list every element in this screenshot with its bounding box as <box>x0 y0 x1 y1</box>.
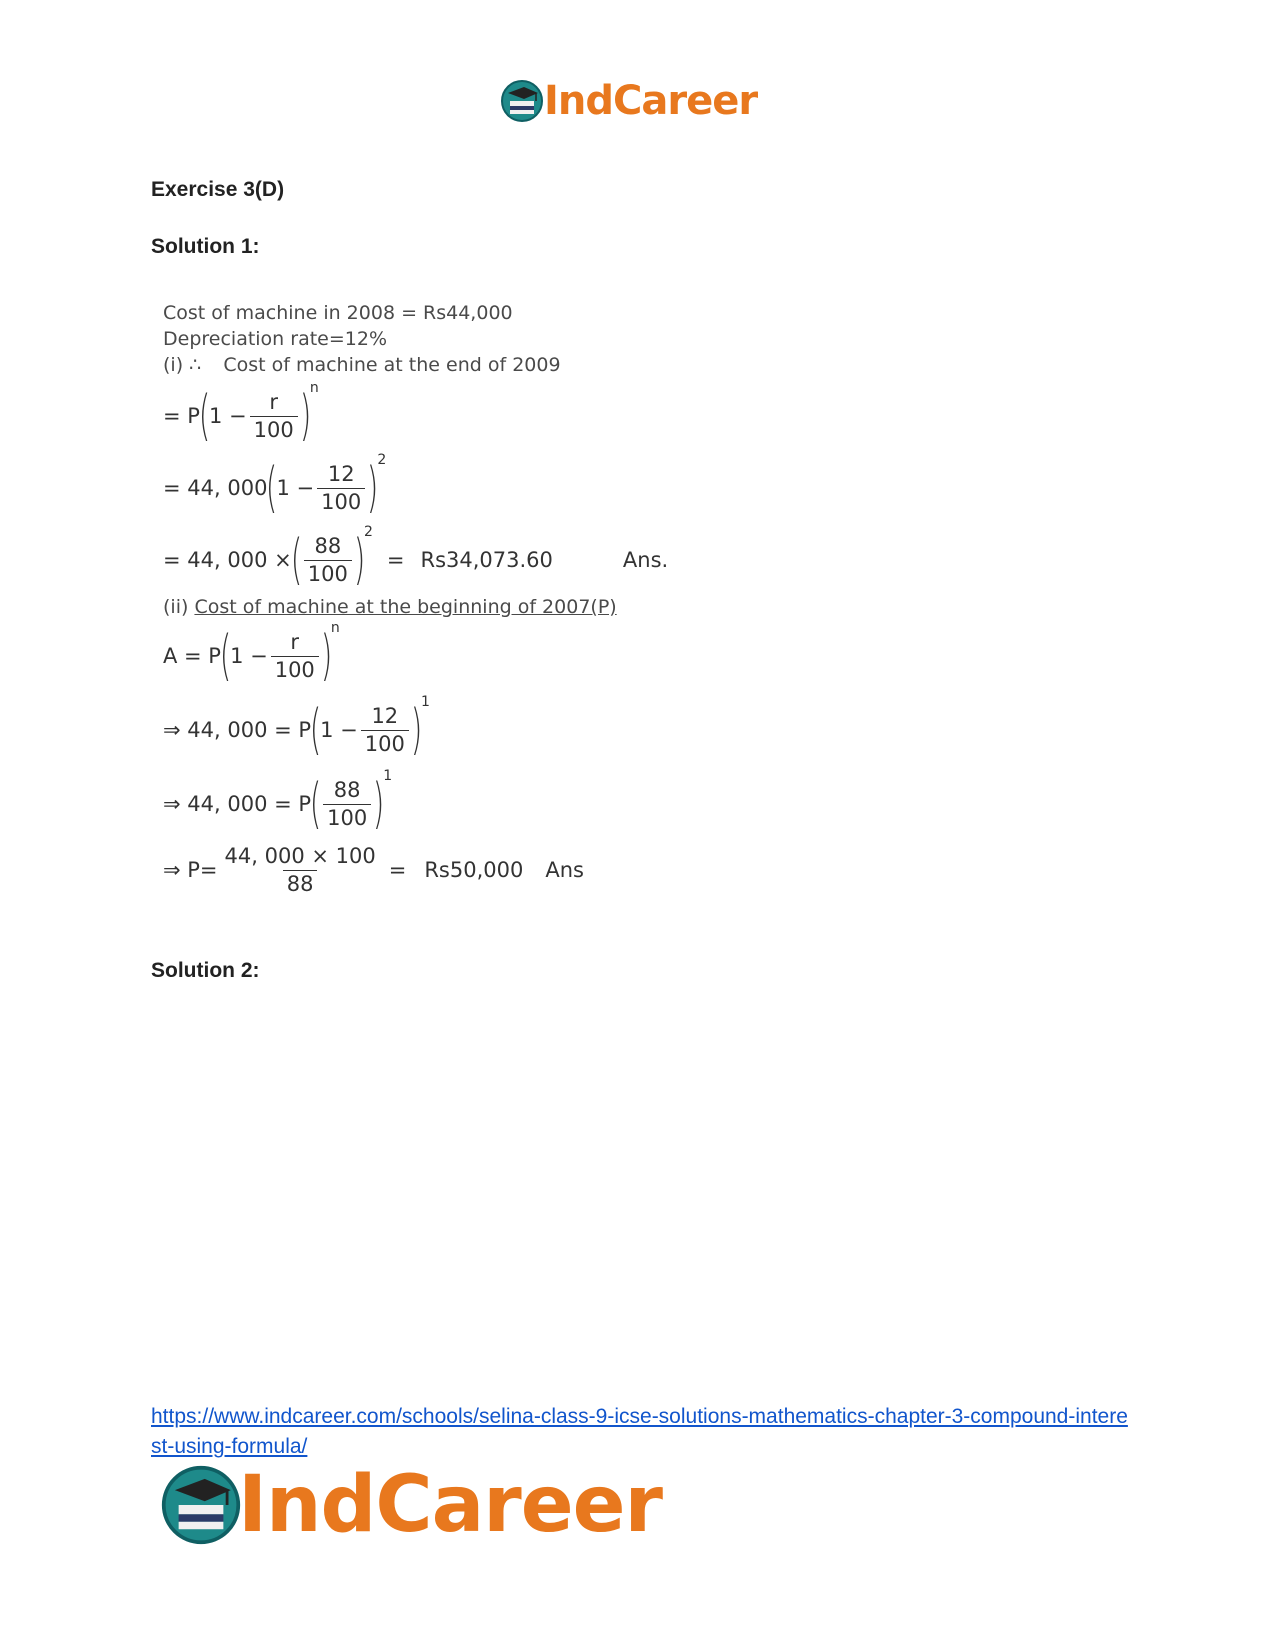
eq1-lead: = P <box>163 404 200 428</box>
equation-2 <box>163 452 387 520</box>
eq6-lead: ⇒ 44, 000 = P <box>163 792 312 816</box>
eq7-lead: ⇒ P= <box>163 858 218 882</box>
footer-logo-globe-icon <box>160 1464 242 1546</box>
eq3-equals: = <box>386 548 405 572</box>
eq6-right-paren: ) <box>372 772 385 835</box>
eq3-lead: = 44, 000 × <box>163 548 292 572</box>
equation-7 <box>163 838 584 902</box>
eq5-right-paren: ) <box>410 698 423 761</box>
footer-logo <box>160 1460 662 1550</box>
eq1-exponent: n <box>309 380 319 396</box>
eq2-right-paren: ) <box>366 456 379 519</box>
eq3-ans: Ans. <box>622 548 669 572</box>
equation-5 <box>163 694 430 762</box>
depreciation-rate-line: Depreciation rate=12% <box>163 328 388 350</box>
eq3-fraction <box>304 535 352 584</box>
eq4-fraction <box>271 631 319 680</box>
eq4-numerator: r <box>290 630 300 655</box>
footer-logo-text: IndCareer <box>238 1460 662 1550</box>
eq7-numerator: 44, 000 × 100 <box>224 844 376 869</box>
page-title: Exercise 3(D) <box>151 178 285 201</box>
eq5-denominator: 100 <box>361 730 409 755</box>
eq2-left-paren: ( <box>266 456 278 519</box>
eq5-one-minus: 1 − <box>320 718 358 742</box>
eq6-left-paren: ( <box>309 772 322 835</box>
part-2-text: Cost of machine at the beginning of 2007(P) <box>194 596 617 618</box>
eq1-denominator: 100 <box>250 416 298 441</box>
source-link[interactable]: https://www.indcareer.com/schools/selina-class-9-icse-solutions-mathematics-chapter-3-compound-interest-using-formula/ <box>151 1405 1128 1458</box>
eq3-right-paren: ) <box>353 528 366 591</box>
eq7-fraction <box>221 845 380 894</box>
equation-3 <box>163 524 669 592</box>
solution-2-heading: Solution 2: <box>151 959 260 982</box>
eq4-one-minus: 1 − <box>230 644 268 668</box>
eq4-exponent: n <box>330 620 340 636</box>
eq3-result: Rs34,073.60 <box>420 548 553 572</box>
eq7-ans: Ans <box>545 858 584 882</box>
eq3-denominator: 100 <box>304 560 352 585</box>
equation-1 <box>163 380 319 448</box>
eq4-lead: A = P <box>163 644 221 668</box>
eq2-fraction <box>317 463 365 512</box>
eq6-exponent: 1 <box>383 768 393 784</box>
eq4-denominator: 100 <box>271 656 319 681</box>
eq5-left-paren: ( <box>309 698 322 761</box>
eq5-fraction <box>361 705 409 754</box>
eq1-right-paren: ) <box>299 384 312 447</box>
eq1-left-paren: ( <box>198 384 211 447</box>
eq5-numerator: 12 <box>371 704 399 729</box>
part-1-text: Cost of machine at the end of 2009 <box>223 354 561 376</box>
eq2-numerator: 12 <box>327 462 355 487</box>
part-2-line <box>163 596 617 618</box>
equation-4 <box>163 620 340 688</box>
eq5-lead: ⇒ 44, 000 = P <box>163 718 312 742</box>
eq1-one-minus: 1 − <box>209 404 247 428</box>
logo-globe-icon <box>500 79 544 123</box>
eq2-one-minus: 1 − <box>276 476 315 500</box>
solution-1-heading: Solution 1: <box>151 235 260 258</box>
eq5-exponent: 1 <box>420 694 430 710</box>
eq7-result: Rs50,000 <box>424 858 524 882</box>
header-logo-text: IndCareer <box>544 78 758 124</box>
eq1-numerator: r <box>269 390 279 415</box>
part-1-line <box>163 354 561 376</box>
eq2-lead: = 44, 000 <box>163 476 268 500</box>
eq7-denominator: 88 <box>283 870 318 895</box>
eq6-fraction <box>323 779 371 828</box>
eq6-numerator: 88 <box>333 778 361 803</box>
eq4-left-paren: ( <box>219 624 232 687</box>
eq4-right-paren: ) <box>320 624 333 687</box>
header-logo <box>500 78 757 124</box>
eq1-fraction <box>250 391 298 440</box>
eq7-equals: = <box>388 858 407 882</box>
part-1-prefix: (i) ∴ <box>163 354 202 376</box>
eq3-exponent: 2 <box>363 524 373 540</box>
cost-2008-line: Cost of machine in 2008 = Rs44,000 <box>163 302 513 324</box>
eq2-denominator: 100 <box>317 488 365 513</box>
eq2-exponent: 2 <box>377 452 387 468</box>
eq6-denominator: 100 <box>323 804 371 829</box>
equation-6 <box>163 768 393 836</box>
eq3-left-paren: ( <box>290 528 303 591</box>
part-2-prefix: (ii) <box>163 596 189 618</box>
eq3-numerator: 88 <box>314 534 342 559</box>
